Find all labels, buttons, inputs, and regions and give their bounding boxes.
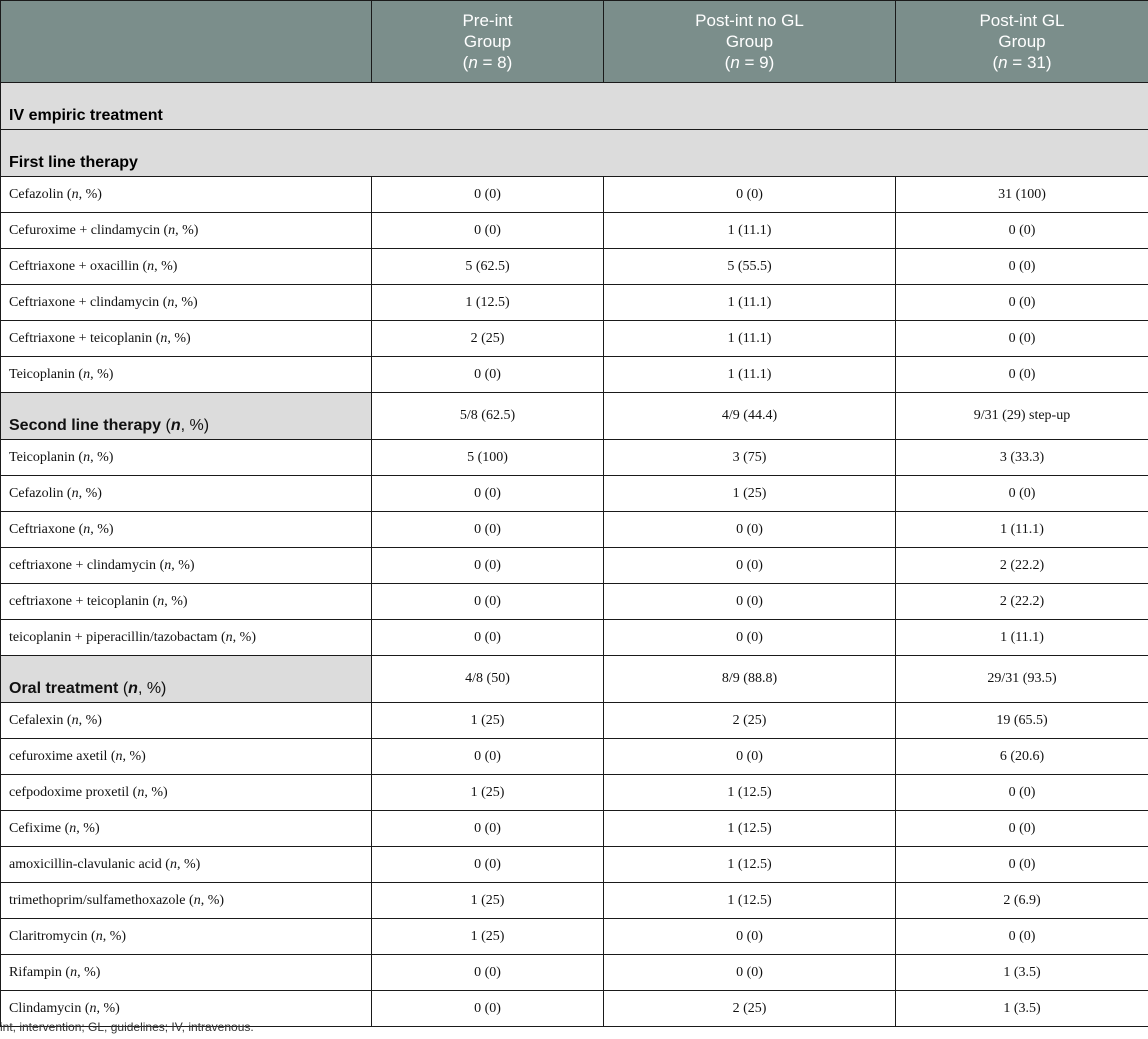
post-int-gl-value: 1 (3.5) [896,955,1148,991]
drug-label: Ceftriaxone + oxacillin (n, %) [1,249,372,285]
pre-int-value: 1 (25) [372,775,604,811]
header-pre-int-n: (n = 8) [462,53,513,72]
pre-int-value: 1 (12.5) [372,285,604,321]
post-int-no-gl-value: 2 (25) [604,991,896,1027]
pre-int-value: 0 (0) [372,811,604,847]
drug-label: teicoplanin + piperacillin/tazobactam (n, %) [1,620,372,656]
table-row [1,285,1148,321]
post-int-no-gl-value: 2 (25) [604,703,896,739]
drug-name: Cefixime [9,820,62,836]
pre-int-value: 0 (0) [372,584,604,620]
table-row [1,775,1148,811]
post-int-no-gl-value: 1 (12.5) [604,883,896,919]
header-empty-cell [1,1,372,83]
drug-name: cefpodoxime proxetil [9,784,130,800]
header-post-gl-line2: Group [998,32,1046,51]
drug-name: Cefalexin [9,712,64,728]
post-int-gl-value: 2 (6.9) [896,883,1148,919]
header-post-gl-n: (n = 31) [992,53,1052,72]
section-row-iv [1,83,1148,130]
drug-name: Cefazolin [9,485,64,501]
pre-int-value: 1 (25) [372,883,604,919]
table-row [1,584,1148,620]
second-line-therapy-label: Second line therapy (n, %) [1,393,372,440]
section-iv-empiric: IV empiric treatment [1,83,1148,130]
drug-label: Teicoplanin (n, %) [1,440,372,476]
oral-treatment-post-int-gl: 29/31 (93.5) [896,656,1148,703]
post-int-gl-value: 3 (33.3) [896,440,1148,476]
post-int-gl-value: 19 (65.5) [896,703,1148,739]
table-row [1,883,1148,919]
pre-int-value: 0 (0) [372,213,604,249]
drug-name: ceftriaxone + teicoplanin [9,593,150,609]
table-header [1,1,1148,83]
drug-name: Claritromycin [9,928,88,944]
header-pre-int-line1: Pre-int [462,11,513,30]
post-int-no-gl-value: 1 (11.1) [604,357,896,393]
drug-name: ceftriaxone + clindamycin [9,557,157,573]
drug-name: cefuroxime axetil [9,748,108,764]
table-row [1,548,1148,584]
post-int-no-gl-value: 0 (0) [604,512,896,548]
drug-name: Teicoplanin [9,366,75,382]
table-row [1,357,1148,393]
post-int-no-gl-value: 1 (12.5) [604,811,896,847]
pre-int-value: 0 (0) [372,512,604,548]
post-int-gl-value: 0 (0) [896,357,1148,393]
post-int-gl-value: 1 (11.1) [896,512,1148,548]
table-row [1,512,1148,548]
table-row [1,476,1148,512]
drug-name: Clindamycin [9,1000,82,1016]
drug-label: amoxicillin-clavulanic acid (n, %) [1,847,372,883]
pre-int-value: 1 (25) [372,919,604,955]
table-row [1,620,1148,656]
oral-treatment-pre-int: 4/8 (50) [372,656,604,703]
oral-treatment-label: Oral treatment (n, %) [1,656,372,703]
header-post-no-gl-n: (n = 9) [724,53,775,72]
drug-label: Ceftriaxone + teicoplanin (n, %) [1,321,372,357]
pre-int-value: 5 (100) [372,440,604,476]
post-int-gl-value: 0 (0) [896,811,1148,847]
drug-label: Clindamycin (n, %) [1,991,372,1027]
header-pre-int-line2: Group [463,32,512,51]
post-int-no-gl-value: 0 (0) [604,548,896,584]
post-int-gl-value: 0 (0) [896,249,1148,285]
post-int-gl-value: 0 (0) [896,476,1148,512]
post-int-no-gl-value: 0 (0) [604,919,896,955]
second-line-therapy-row [1,393,1148,440]
second-line-therapy-post-int-no-gl: 4/9 (44.4) [604,393,896,440]
pre-int-value: 2 (25) [372,321,604,357]
table-row [1,919,1148,955]
drug-name: Ceftriaxone [9,521,76,537]
drug-label: Teicoplanin (n, %) [1,357,372,393]
drug-label: Cefalexin (n, %) [1,703,372,739]
drug-name: Ceftriaxone + oxacillin [9,258,139,274]
post-int-gl-value: 0 (0) [896,321,1148,357]
drug-name: Ceftriaxone + teicoplanin [9,330,153,346]
second-line-therapy-pre-int: 5/8 (62.5) [372,393,604,440]
post-int-gl-value: 2 (22.2) [896,584,1148,620]
post-int-gl-value: 2 (22.2) [896,548,1148,584]
drug-name: Teicoplanin [9,449,75,465]
post-int-gl-value: 0 (0) [896,213,1148,249]
pre-int-value: 0 (0) [372,847,604,883]
drug-name: trimethoprim/sulfamethoxazole [9,892,186,908]
post-int-no-gl-value: 1 (11.1) [604,285,896,321]
table-row [1,811,1148,847]
table-row [1,703,1148,739]
pre-int-value: 0 (0) [372,991,604,1027]
header-post-no-gl-line1: Post-int no GL [695,11,804,30]
table-row [1,847,1148,883]
pre-int-value: 0 (0) [372,476,604,512]
drug-name: teicoplanin + piperacillin/tazobactam [9,629,218,645]
pre-int-value: 0 (0) [372,177,604,213]
drug-name: Rifampin [9,964,62,980]
drug-label: ceftriaxone + clindamycin (n, %) [1,548,372,584]
section-row-first-line [1,130,1148,177]
table-row [1,955,1148,991]
post-int-gl-value: 6 (20.6) [896,739,1148,775]
table-row [1,321,1148,357]
oral-treatment-post-int-no-gl: 8/9 (88.8) [604,656,896,703]
header-post-no-gl-line2: Group [725,32,774,51]
drug-label: Cefixime (n, %) [1,811,372,847]
post-int-no-gl-value: 1 (12.5) [604,847,896,883]
post-int-gl-value: 31 (100) [896,177,1148,213]
post-int-no-gl-value: 5 (55.5) [604,249,896,285]
post-int-no-gl-value: 0 (0) [604,620,896,656]
table-footnote: int, intervention; GL, guidelines; IV, intravenous. [0,1020,254,1034]
header-post-int-no-gl [604,1,896,83]
post-int-no-gl-value: 0 (0) [604,955,896,991]
drug-label: Claritromycin (n, %) [1,919,372,955]
pre-int-value: 0 (0) [372,739,604,775]
oral-treatment-row [1,656,1148,703]
table-body [1,83,1148,1027]
table-row [1,249,1148,285]
table-row [1,440,1148,476]
post-int-no-gl-value: 1 (25) [604,476,896,512]
drug-name: Cefuroxime + clindamycin [9,222,160,238]
drug-label: Rifampin (n, %) [1,955,372,991]
header-post-gl-line1: Post-int GL [979,11,1065,30]
table-row [1,739,1148,775]
drug-name: Cefazolin [9,186,64,202]
post-int-no-gl-value: 1 (11.1) [604,213,896,249]
table-row [1,177,1148,213]
drug-label: Ceftriaxone (n, %) [1,512,372,548]
post-int-no-gl-value: 1 (12.5) [604,775,896,811]
pre-int-value: 0 (0) [372,955,604,991]
header-pre-int [372,1,604,83]
post-int-gl-value: 0 (0) [896,775,1148,811]
post-int-gl-value: 0 (0) [896,919,1148,955]
drug-label: Cefazolin (n, %) [1,177,372,213]
pre-int-value: 0 (0) [372,620,604,656]
post-int-no-gl-value: 0 (0) [604,584,896,620]
post-int-no-gl-value: 0 (0) [604,739,896,775]
drug-name: amoxicillin-clavulanic acid [9,856,162,872]
drug-label: ceftriaxone + teicoplanin (n, %) [1,584,372,620]
pre-int-value: 0 (0) [372,357,604,393]
drug-label: cefpodoxime proxetil (n, %) [1,775,372,811]
pre-int-value: 1 (25) [372,703,604,739]
drug-label: trimethoprim/sulfamethoxazole (n, %) [1,883,372,919]
second-line-therapy-post-int-gl: 9/31 (29) step-up [896,393,1148,440]
post-int-no-gl-value: 3 (75) [604,440,896,476]
post-int-gl-value: 0 (0) [896,847,1148,883]
post-int-no-gl-value: 0 (0) [604,177,896,213]
section-first-line: First line therapy [1,130,1148,177]
drug-label: Cefuroxime + clindamycin (n, %) [1,213,372,249]
post-int-gl-value: 1 (11.1) [896,620,1148,656]
header-post-int-gl [896,1,1148,83]
post-int-gl-value: 0 (0) [896,285,1148,321]
table-row [1,213,1148,249]
drug-label: Ceftriaxone + clindamycin (n, %) [1,285,372,321]
drug-label: Cefazolin (n, %) [1,476,372,512]
pre-int-value: 5 (62.5) [372,249,604,285]
drug-name: Ceftriaxone + clindamycin [9,294,160,310]
post-int-gl-value: 1 (3.5) [896,991,1148,1027]
drug-label: cefuroxime axetil (n, %) [1,739,372,775]
pre-int-value: 0 (0) [372,548,604,584]
post-int-no-gl-value: 1 (11.1) [604,321,896,357]
